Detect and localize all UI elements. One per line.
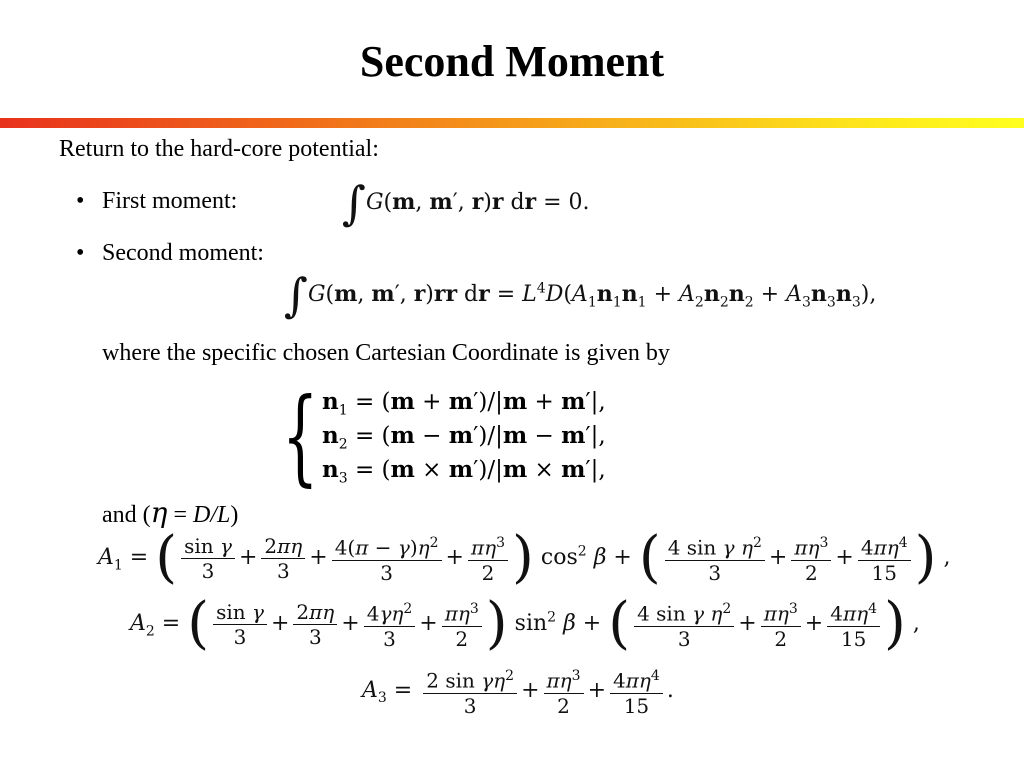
bullet-first-moment: First moment: bbox=[102, 188, 238, 214]
intro-text: Return to the hard-core potential: bbox=[59, 136, 379, 162]
a3-equation: $A_3$ = $\frac{2 \sin \gamma\eta^2}{3}$ + $\frac{\pi\eta^3}{2}$ + $\frac{4\pi\eta^4}{15}$ . bbox=[362, 664, 674, 718]
d-over-l: D/L bbox=[192, 502, 231, 528]
equals-sign: = bbox=[167, 502, 193, 528]
and-label: and ( bbox=[102, 502, 151, 528]
slide-title: Second Moment bbox=[359, 37, 665, 86]
first-moment-equation: ∫G(m, m′, r)r dr = 0. bbox=[342, 176, 590, 230]
title-underline-bar bbox=[0, 118, 1024, 128]
bullet-second-moment: Second moment: bbox=[102, 240, 264, 266]
eta-symbol: η bbox=[150, 496, 168, 529]
bullet-marker: • bbox=[76, 240, 85, 266]
left-brace: { bbox=[282, 375, 319, 497]
a1-equation: $A_1$ = ( $\frac{\text{sin γ}}{3}$ + $\frac{2\pi\eta}{3}$ + $\frac{4(\pi - \gamma)\eta^2}{3}$ + $\frac{\pi\eta^3}{2}$ ) $\cos^2 \beta$ + ( $\frac{4 \sin \gamma \eta^2}{3}$ + $\frac{\pi\eta^3}{2}$ + $\frac{4\pi\eta^4}{15}$ ) , bbox=[98, 525, 951, 590]
n3-definition: $n_3 = (m \times m')/|m \times m'|$, bbox=[322, 456, 606, 487]
n1-definition: $n_1 = (m + m')/|m + m'|$, bbox=[322, 388, 606, 419]
second-moment-equation: ∫G(m, m′, r)rr dr = $L^4D(A_1n_1n_1 + A_2n_2n_2 + A_3n_3n_3)$, bbox=[284, 268, 877, 322]
close-paren: ) bbox=[230, 502, 239, 528]
a2-equation: $A_2$ = ( $\frac{\text{sin γ}}{3}$ + $\frac{2\pi\eta}{3}$ + $\frac{4\gamma\eta^2}{3}$ + $\frac{\pi\eta^3}{2}$ ) $\sin^2 \beta$ + ( $\frac{4 \sin \gamma \eta^2}{3}$ + $\frac{\pi\eta^3}{2}$ + $\frac{4\pi\eta^4}{15}$ ) , bbox=[130, 591, 920, 656]
n2-definition: $n_2 = (m - m')/|m - m'|$, bbox=[322, 422, 606, 453]
bullet-marker: • bbox=[76, 188, 85, 214]
where-text: where the specific chosen Cartesian Coordinate is given by bbox=[102, 340, 670, 366]
